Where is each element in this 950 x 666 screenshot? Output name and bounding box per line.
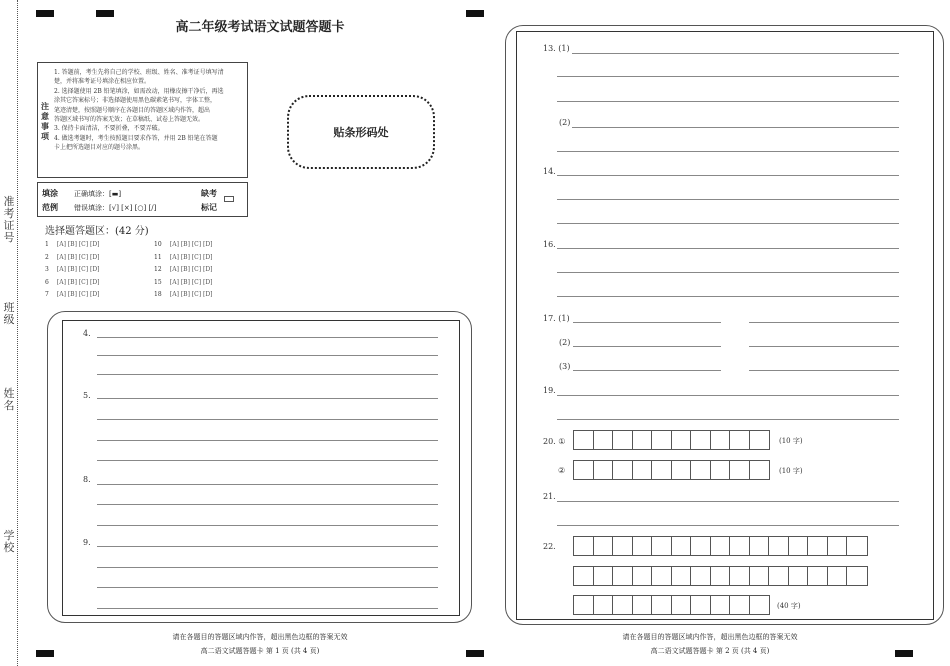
page1-footer-warning: 请在各题目的答题区域内作答，超出黑色边框的答案无效 — [172, 633, 348, 641]
mcq-row[interactable]: 12 [A] [B] [C] [D] — [154, 266, 213, 273]
page2-footer-pagenum: 高二语文试题答题卡 第 2 页 (共 4 页) — [650, 647, 770, 655]
question-number: 13. (1) — [543, 44, 570, 53]
question-number: (3) — [559, 362, 571, 371]
answer-line[interactable] — [97, 567, 438, 568]
question-number: 4. — [83, 329, 91, 338]
absent-checkbox[interactable] — [224, 196, 234, 202]
answer-line[interactable] — [557, 223, 899, 224]
answer-line[interactable] — [557, 175, 899, 176]
mcq-row[interactable]: 1 [A] [B] [C] [D] — [45, 241, 100, 248]
registration-mark — [96, 10, 114, 17]
mcq-row[interactable]: 10 [A] [B] [C] [D] — [154, 241, 213, 248]
answer-line[interactable] — [97, 504, 438, 505]
side-label-name: 姓名 — [3, 387, 15, 412]
mcq-row[interactable]: 15 [A] [B] [C] [D] — [154, 279, 213, 286]
question-number: 8. — [83, 475, 91, 484]
char-grid-10[interactable] — [573, 460, 770, 480]
answer-line[interactable] — [557, 395, 899, 396]
barcode-label: 贴条形码处 — [333, 126, 389, 139]
char-limit-note: (10 字) — [779, 467, 803, 475]
answer-line[interactable] — [97, 460, 438, 461]
answer-line[interactable] — [97, 546, 438, 547]
notice-box — [37, 62, 248, 178]
notice-list — [54, 68, 246, 153]
answer-line[interactable] — [97, 355, 438, 356]
char-grid-15[interactable] — [573, 566, 868, 586]
answer-line[interactable] — [557, 296, 899, 297]
barcode-area — [287, 95, 435, 169]
answer-line[interactable] — [573, 370, 721, 371]
notice-item: 3. 保持卡面清洁，不要折叠，不要弄破。 — [54, 125, 164, 133]
registration-mark — [466, 10, 484, 17]
answer-line[interactable] — [557, 248, 899, 249]
fill-example-label: 范例 — [42, 202, 58, 212]
question-number: 17. (1) — [543, 314, 570, 323]
answer-line[interactable] — [749, 370, 899, 371]
answer-line[interactable] — [749, 346, 899, 347]
answer-line[interactable] — [573, 346, 721, 347]
notice-item: 卡上把所选题目对应的题号涂黑。 — [54, 144, 145, 152]
answer-line[interactable] — [557, 101, 899, 102]
answer-line[interactable] — [557, 199, 899, 200]
answer-line[interactable] — [572, 127, 899, 128]
registration-mark — [36, 650, 54, 657]
question-number: 22. — [543, 542, 556, 551]
question-number: 16. — [543, 240, 556, 249]
answer-frame-inner — [62, 320, 460, 616]
answer-line[interactable] — [97, 374, 438, 375]
notice-item: 4. 做选考题时，考生按照题目要求作答，并用 2B 铅笔在答题 — [54, 134, 218, 142]
char-grid-10[interactable] — [573, 595, 770, 615]
char-limit-note: (40 字) — [777, 602, 801, 610]
answer-line[interactable] — [557, 419, 899, 420]
question-number: 14. — [543, 167, 556, 176]
notice-item: 1. 答题前，考生先将自己的学校、班级、姓名、准考证号填写清 — [54, 69, 224, 76]
notice-label: 注意事项 — [41, 101, 49, 141]
notice-item: 答题区域书写的答案无效；在草稿纸、试卷上答题无效。 — [54, 116, 205, 124]
char-limit-note: (10 字) — [779, 437, 803, 445]
question-number: (2) — [559, 338, 571, 347]
binding-dotted-line — [17, 0, 18, 666]
answer-line[interactable] — [557, 76, 899, 77]
page2-footer-warning: 请在各题目的答题区域内作答，超出黑色边框的答案无效 — [622, 633, 798, 641]
question-number: 19. — [543, 386, 556, 395]
answer-line[interactable] — [97, 337, 438, 338]
registration-mark — [36, 10, 54, 17]
answer-line[interactable] — [572, 53, 899, 54]
page1-footer-pagenum: 高二语文试题答题卡 第 1 页 (共 4 页) — [200, 647, 320, 655]
absent-label: 标记 — [201, 202, 217, 212]
answer-frame-inner — [516, 31, 934, 620]
answer-line[interactable] — [557, 525, 899, 526]
answer-line[interactable] — [97, 398, 438, 399]
registration-mark — [466, 650, 484, 657]
notice-item: 笔迹清楚，按照题号顺序在各题目的答题区域内作答，超出 — [54, 106, 211, 114]
fill-example-box — [37, 182, 248, 217]
mcq-row[interactable]: 3 [A] [B] [C] [D] — [45, 266, 100, 273]
answer-line[interactable] — [97, 608, 438, 609]
char-grid-10[interactable] — [573, 430, 770, 450]
answer-line[interactable] — [97, 587, 438, 588]
mcq-section-title: 选择题答题区：(42 分) — [45, 226, 149, 237]
answer-line[interactable] — [97, 525, 438, 526]
notice-item: 楚，并将准考证号填涂在相应位置。 — [54, 78, 151, 86]
question-number: 21. — [543, 492, 556, 501]
answer-line[interactable] — [573, 322, 721, 323]
fill-wrong-example: 错误填涂：[√] [×] [○] [/] — [74, 204, 157, 212]
answer-line[interactable] — [97, 440, 438, 441]
question-number: 20. ① — [543, 437, 566, 446]
char-grid-15[interactable] — [573, 536, 868, 556]
question-number: 9. — [83, 538, 91, 547]
fill-correct-example: 正确填涂：[▬] — [74, 190, 122, 198]
mcq-row[interactable]: 7 [A] [B] [C] [D] — [45, 291, 100, 298]
mcq-row[interactable]: 6 [A] [B] [C] [D] — [45, 279, 100, 286]
fill-example-label: 填涂 — [42, 188, 58, 198]
question-number: 5. — [83, 391, 91, 400]
mcq-row[interactable]: 2 [A] [B] [C] [D] — [45, 254, 100, 261]
mcq-row[interactable]: 11 [A] [B] [C] [D] — [154, 254, 213, 261]
answer-line[interactable] — [97, 419, 438, 420]
answer-line[interactable] — [97, 484, 438, 485]
notice-item: 涂其它答案标号；非选择题使用黑色碳素笔书写，字体工整， — [54, 97, 217, 105]
side-label-exam-number: 准考证号 — [3, 195, 15, 244]
side-label-class: 班级 — [3, 301, 15, 326]
registration-mark — [895, 650, 913, 657]
answer-line[interactable] — [557, 151, 899, 152]
page-title: 高二年级考试语文试题答题卡 — [175, 20, 345, 35]
side-label-school: 学校 — [3, 529, 15, 554]
question-number: (2) — [559, 118, 571, 127]
answer-line[interactable] — [557, 501, 899, 502]
answer-line[interactable] — [749, 322, 899, 323]
notice-item: 2. 选择题使用 2B 铅笔填涂，如需改动，用橡皮擦干净后，再选 — [54, 87, 224, 95]
answer-line[interactable] — [557, 272, 899, 273]
question-number: ② — [558, 466, 566, 475]
absent-label: 缺考 — [201, 188, 217, 198]
mcq-row[interactable]: 18 [A] [B] [C] [D] — [154, 291, 213, 298]
